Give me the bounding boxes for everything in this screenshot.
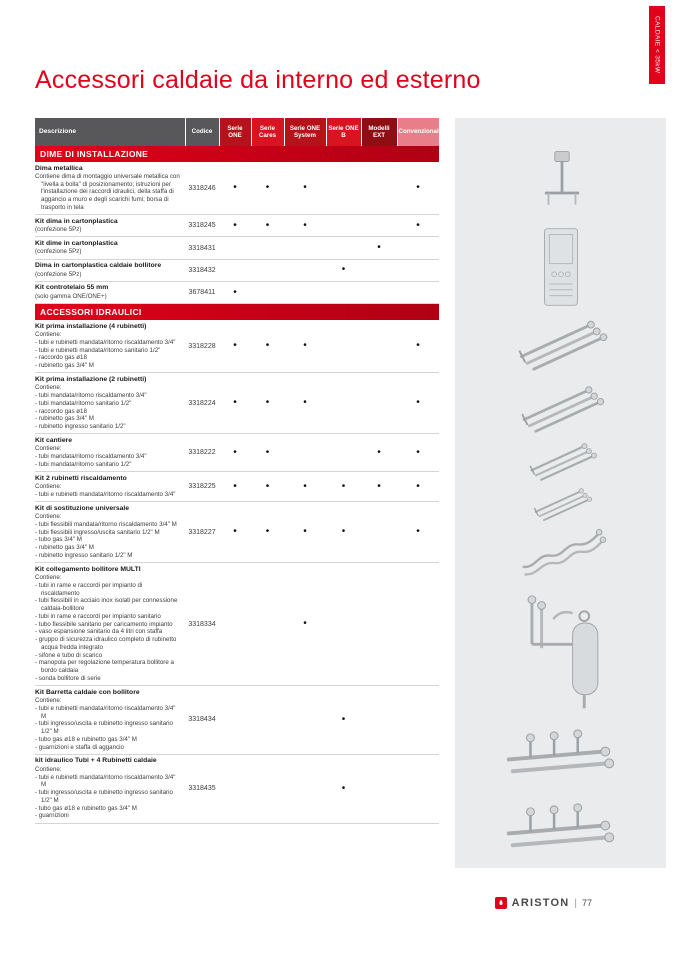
compatibility-dot — [251, 754, 284, 823]
product-detail-line: (confezione 5Pz) — [35, 248, 82, 256]
product-code: 3318432 — [185, 259, 219, 281]
table-row — [35, 281, 439, 303]
product-description — [35, 502, 185, 563]
compatibility-dot: • — [251, 162, 284, 215]
product-detail-line: - vaso espansione sanitario da 4 litri con staffa — [35, 628, 163, 636]
table-row — [35, 373, 439, 434]
compatibility-dot: • — [397, 472, 439, 502]
compatibility-dot — [397, 686, 439, 755]
accessories-table — [35, 118, 439, 824]
table-row — [35, 472, 439, 502]
product-name: Kit prima installazione (2 rubinetti) — [35, 375, 147, 383]
compatibility-dot — [284, 281, 326, 303]
product-detail-line: - tubi e rubinetti mandata/ritorno riscaldamento 3/4" — [35, 338, 176, 346]
side-tab-label: CALDAIE < 35kW — [653, 16, 661, 74]
product-detail-line: - tubi ingresso/uscita e rubinetto ingresso sanitario 1/2" M — [35, 789, 173, 804]
product-detail-line: - tubi e rubinetti mandata/ritorno riscaldamento 3/4" M — [35, 773, 176, 789]
product-code: 3318224 — [185, 373, 219, 434]
compatibility-dot: • — [251, 215, 284, 237]
product-detail-line: Contiene: — [35, 331, 62, 339]
compatibility-dot — [326, 215, 361, 237]
product-detail-line: - tubi mandata/ritorno riscaldamento 3/4" — [35, 453, 147, 461]
product-detail-line: Contiene: — [35, 384, 62, 392]
compatibility-dot — [361, 259, 397, 281]
product-name: Kit controtelaio 55 mm — [35, 284, 109, 292]
column-header-codice: Codice — [185, 118, 219, 146]
compatibility-dot — [397, 563, 439, 686]
compatibility-dot — [326, 320, 361, 373]
column-header-modelli-ext: Modelli EXT — [361, 118, 397, 146]
product-description — [35, 563, 185, 686]
compatibility-dot: • — [284, 320, 326, 373]
compatibility-dot — [251, 563, 284, 686]
compatibility-dot — [397, 237, 439, 259]
kit-cantiere-image — [515, 438, 607, 482]
column-header-serie-one-b: Serie ONE B — [326, 118, 361, 146]
brand-name: ARISTON — [511, 897, 570, 909]
kit-idraulico-tubi-image — [499, 796, 621, 860]
compatibility-dot — [361, 502, 397, 563]
compatibility-dot — [361, 686, 397, 755]
product-description — [35, 373, 185, 434]
compatibility-dot: • — [284, 472, 326, 502]
product-detail-line: - rubinetto gas 3/4" M — [35, 544, 94, 552]
table-header-row — [35, 118, 439, 146]
kit-prima-installazione-4-rubinetti-image — [510, 314, 610, 372]
compatibility-dot — [397, 259, 439, 281]
compatibility-dot: • — [326, 686, 361, 755]
compatibility-dot — [361, 373, 397, 434]
compatibility-dot — [251, 237, 284, 259]
product-name: Kit di sostituzione universale — [35, 504, 130, 512]
compatibility-dot: • — [219, 434, 251, 472]
product-detail-line: (confezione 5Pz) — [35, 270, 82, 278]
product-code: 3318434 — [185, 686, 219, 755]
product-detail-line: - rubinetto gas 3/4" M — [35, 362, 94, 370]
product-code: 3318246 — [185, 162, 219, 215]
compatibility-dot: • — [284, 373, 326, 434]
product-detail-line: - tubo gas ø18 e rubinetto gas 3/4" M — [35, 735, 137, 743]
product-detail-line: - raccordo gas ø18 — [35, 354, 87, 362]
compatibility-dot — [361, 281, 397, 303]
compatibility-dot — [284, 259, 326, 281]
product-name: Dima metallica — [35, 164, 83, 172]
table-row — [35, 502, 439, 563]
product-name: Kit 2 rubinetti riscaldamento — [35, 474, 127, 482]
product-detail-line: - tubi e rubinetti mandata/ritorno sanitario 1/2" — [35, 346, 161, 354]
product-detail-line: - tubi in rame e raccordi per impianto di riscaldamento — [35, 581, 143, 597]
compatibility-dot — [326, 281, 361, 303]
product-detail-line: - tubi mandata/ritorno riscaldamento 3/4" — [35, 392, 147, 400]
compatibility-dot — [361, 215, 397, 237]
product-detail-line: - tubi ingresso/uscita e rubinetto ingresso sanitario 1/2" M — [35, 720, 173, 736]
product-detail-line: (solo gamma ONE/ONE+) — [35, 292, 107, 300]
compatibility-dot — [326, 563, 361, 686]
product-code: 3318225 — [185, 472, 219, 502]
product-detail-line: Contiene: — [35, 765, 62, 773]
compatibility-dot: • — [251, 502, 284, 563]
product-description — [35, 259, 185, 281]
product-name: Kit dime in cartonplastica — [35, 239, 118, 247]
compatibility-dot: • — [219, 215, 251, 237]
column-header-serie-one: Serie ONE — [219, 118, 251, 146]
compatibility-dot — [284, 686, 326, 755]
product-code: 3318431 — [185, 237, 219, 259]
product-detail-line: - tubi e rubinetti mandata/ritorno riscaldamento 3/4" — [35, 490, 176, 498]
product-detail-line: - rubinetto gas 3/4" M — [35, 415, 94, 423]
kit-barretta-caldaie-image — [499, 722, 621, 786]
compatibility-dot: • — [251, 472, 284, 502]
compatibility-dot: • — [361, 237, 397, 259]
product-code: 3318227 — [185, 502, 219, 563]
product-detail-line: - raccordo gas ø18 — [35, 407, 87, 415]
compatibility-dot — [326, 373, 361, 434]
product-detail-line: - tubi flessibili mandata/ritorno riscaldamento 3/4" M — [35, 520, 177, 528]
compatibility-dot: • — [326, 754, 361, 823]
product-detail-line: (confezione 5Pz) — [35, 226, 82, 234]
product-detail-line: Contiene: — [35, 483, 62, 491]
product-description — [35, 472, 185, 502]
compatibility-dot: • — [251, 373, 284, 434]
product-detail-line: - tubi in rame e raccordi per impianto sanitario — [35, 612, 161, 620]
side-tab — [649, 6, 665, 84]
column-header-serie-one-system: Serie ONE System — [284, 118, 326, 146]
compatibility-dot: • — [397, 320, 439, 373]
compatibility-dot: • — [251, 320, 284, 373]
table-row — [35, 320, 439, 373]
compatibility-dot — [397, 754, 439, 823]
table-row — [35, 259, 439, 281]
table-row — [35, 563, 439, 686]
compatibility-dot: • — [219, 472, 251, 502]
product-description — [35, 754, 185, 823]
compatibility-dot — [219, 563, 251, 686]
product-name: Kit prima installazione (4 rubinetti) — [35, 322, 147, 330]
product-code: 3318245 — [185, 215, 219, 237]
kit-collegamento-bollitore-multi-image — [501, 590, 621, 716]
compatibility-dot: • — [397, 162, 439, 215]
compatibility-dot — [219, 686, 251, 755]
product-detail-line: - rubinetto ingresso sanitario 1/2" M — [35, 551, 133, 559]
compatibility-dot: • — [326, 472, 361, 502]
compatibility-dot: • — [326, 259, 361, 281]
product-detail-line: - tubo gas ø18 e rubinetto gas 3/4" M — [35, 804, 137, 812]
compatibility-dot: • — [361, 472, 397, 502]
table-body — [35, 146, 439, 823]
product-detail-line: - guarnizioni — [35, 812, 69, 820]
product-name: Kit dima in cartonplastica — [35, 217, 118, 225]
compatibility-dot: • — [284, 502, 326, 563]
product-detail-line: - tubo flessibile sanitario per caricamento impianto — [35, 620, 173, 628]
page-title: Accessori caldaie da interno ed esterno — [35, 66, 481, 94]
compatibility-dot: • — [397, 434, 439, 472]
product-detail-line: Contiene: — [35, 697, 62, 705]
product-description — [35, 237, 185, 259]
product-detail-line: - tubo gas 3/4" M — [35, 536, 82, 544]
product-detail-line: - tubi e rubinetti mandata/ritorno riscaldamento 3/4" M — [35, 704, 176, 720]
compatibility-dot: • — [397, 215, 439, 237]
product-detail-line: - tubi mandata/ritorno sanitario 1/2" — [35, 460, 132, 468]
compatibility-dot: • — [284, 563, 326, 686]
product-code: 3318435 — [185, 754, 219, 823]
product-code: 3318222 — [185, 434, 219, 472]
column-header-descrizione: Descrizione — [35, 118, 185, 146]
table-row — [35, 215, 439, 237]
product-code: 3318228 — [185, 320, 219, 373]
compatibility-dot — [361, 320, 397, 373]
compatibility-dot — [361, 754, 397, 823]
table-row — [35, 434, 439, 472]
product-description — [35, 320, 185, 373]
product-detail-line: - tubi mandata/ritorno sanitario 1/2" — [35, 399, 132, 407]
compatibility-dot — [361, 162, 397, 215]
product-name: Kit cantiere — [35, 436, 73, 444]
compatibility-dot: • — [219, 502, 251, 563]
product-images-panel — [455, 118, 666, 868]
table-row — [35, 754, 439, 823]
compatibility-dot — [326, 162, 361, 215]
kit-2-rubinetti-riscaldamento-image — [515, 484, 607, 522]
compatibility-dot: • — [397, 373, 439, 434]
kit-prima-installazione-2-rubinetti-image — [510, 380, 610, 434]
product-description — [35, 215, 185, 237]
product-detail-line: Contiene dima di montaggio universale metallica con "livella a bolla" di posizionamento; istruzioni per l'installazione dei raccordi idraulici, della staffa di aggancio a muro e degli scarichi fumi; borsa di trasporto in tela — [35, 172, 180, 211]
dima-metallica-image — [527, 148, 597, 220]
compatibility-dot: • — [219, 162, 251, 215]
product-description — [35, 686, 185, 755]
product-name: kit idraulico Tubi + 4 Rubinetti caldaie — [35, 757, 157, 765]
product-description — [35, 281, 185, 303]
footer — [495, 897, 592, 909]
product-detail-line: - rubinetto ingresso sanitario 1/2" — [35, 423, 126, 431]
compatibility-dot: • — [219, 281, 251, 303]
compatibility-dot — [284, 754, 326, 823]
product-detail-line: - guarnizioni e staffa di aggancio — [35, 743, 124, 751]
product-detail-line: - gruppo di sicurezza idraulico completo di rubinetto acqua fredda integrato — [35, 636, 177, 651]
compatibility-dot: • — [361, 434, 397, 472]
table-row — [35, 686, 439, 755]
product-name: Kit collegamento bollitore MULTI — [35, 565, 141, 573]
compatibility-dot — [251, 686, 284, 755]
compatibility-dot — [326, 434, 361, 472]
product-detail-line: - sifone e tubo di scarico — [35, 651, 103, 659]
page-number: 77 — [581, 898, 592, 908]
footer-separator: | — [574, 897, 577, 909]
product-detail-line: - tubi flessibili ingresso/uscita sanitario 1/2" M — [35, 528, 160, 536]
product-code: 3678411 — [185, 281, 219, 303]
compatibility-dot: • — [326, 502, 361, 563]
compatibility-dot: • — [397, 502, 439, 563]
product-detail-line: Contiene: — [35, 574, 62, 582]
compatibility-dot — [284, 434, 326, 472]
product-code: 3318334 — [185, 563, 219, 686]
compatibility-dot — [251, 259, 284, 281]
column-header-convenzionali: Convenzionali — [397, 118, 439, 146]
compatibility-dot: • — [219, 320, 251, 373]
section-header: DIME DI INSTALLAZIONE — [35, 146, 439, 162]
product-description — [35, 434, 185, 472]
product-detail-line: Contiene: — [35, 445, 62, 453]
compatibility-dot — [251, 281, 284, 303]
product-name: Kit Barretta caldaie con bollitore — [35, 688, 140, 696]
compatibility-dot — [397, 281, 439, 303]
ariston-logo-icon — [495, 897, 507, 909]
product-detail-line: - sonda bollitore di serie — [35, 674, 101, 682]
compatibility-dot: • — [219, 373, 251, 434]
kit-sostituzione-universale-image — [510, 522, 610, 578]
product-detail-line: - manopola per regolazione temperatura bollitore a bordo caldaia — [35, 659, 174, 675]
product-name: Dima in cartonplastica caldaie bollitore — [35, 262, 162, 270]
product-detail-line: Contiene: — [35, 513, 62, 521]
product-detail-line: - tubi flessibili in acciaio inox isolati per connessione caldaia-bollitore — [35, 597, 178, 613]
table-row — [35, 162, 439, 215]
product-description — [35, 162, 185, 215]
compatibility-dot — [219, 237, 251, 259]
compatibility-dot — [361, 563, 397, 686]
compatibility-dot: • — [284, 215, 326, 237]
table-row — [35, 237, 439, 259]
compatibility-dot — [219, 259, 251, 281]
compatibility-dot: • — [284, 162, 326, 215]
column-header-serie-cares: Serie Cares — [251, 118, 284, 146]
compatibility-dot — [284, 237, 326, 259]
compatibility-dot — [219, 754, 251, 823]
dima-cartonplastica-image — [529, 224, 593, 310]
compatibility-dot: • — [251, 434, 284, 472]
section-header: ACCESSORI IDRAULICI — [35, 304, 439, 321]
compatibility-dot — [326, 237, 361, 259]
